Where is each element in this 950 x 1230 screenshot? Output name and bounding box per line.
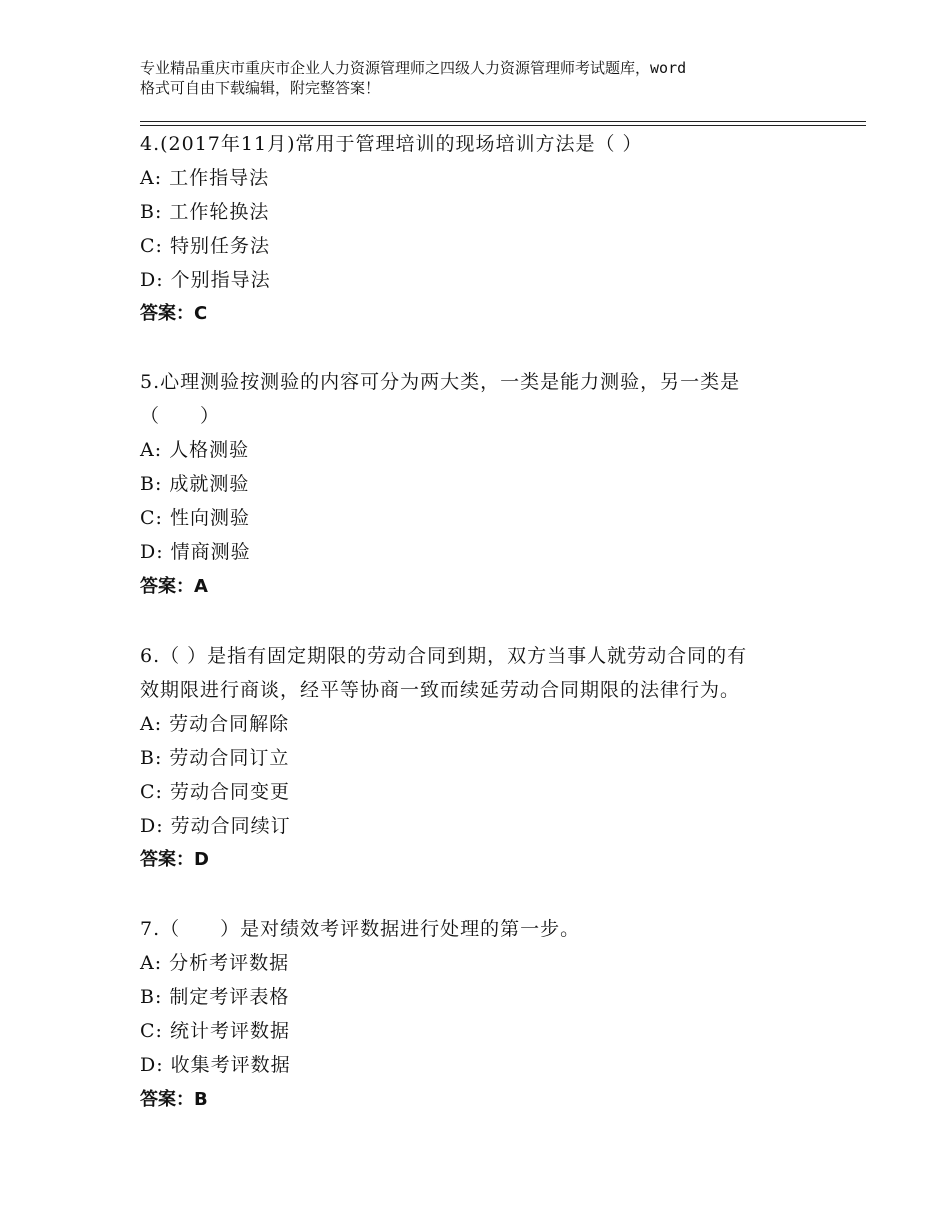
option-a: A: 劳动合同解除 (140, 713, 290, 735)
option-c: C: 统计考评数据 (140, 1020, 290, 1042)
question-stem: 7.（ ）是对绩效考评数据进行处理的第一步。 (140, 918, 581, 940)
option-c: C: 劳动合同变更 (140, 781, 290, 803)
answer-label: 答案：C (140, 303, 208, 324)
option-a: A: 分析考评数据 (140, 952, 290, 974)
header-line-2: 格式可自由下载编辑，附完整答案！ (140, 79, 381, 97)
header-divider-thin (140, 125, 866, 126)
option-c: C: 特别任务法 (140, 235, 270, 257)
question-stem-continued: （ ） (140, 405, 221, 427)
question-stem: 4.(2017年11月)常用于管理培训的现场培训方法是（ ） (140, 133, 643, 155)
header-line-1: 专业精品重庆市重庆市企业人力资源管理师之四级人力资源管理师考试题库，word (140, 59, 687, 77)
answer-label: 答案：D (140, 849, 209, 870)
option-a: A: 人格测验 (140, 439, 250, 461)
option-d: D: 劳动合同续订 (140, 815, 291, 837)
question-stem: 6.（ ）是指有固定期限的劳动合同到期，双方当事人就劳动合同的有 (140, 645, 748, 667)
document-header (140, 58, 830, 98)
option-a: A: 工作指导法 (140, 167, 270, 189)
option-d: D: 情商测验 (140, 541, 251, 563)
answer-label: 答案：B (140, 1089, 208, 1110)
question-stem-continued: 效期限进行商谈，经平等协商一致而续延劳动合同期限的法律行为。 (140, 679, 741, 701)
option-b: B: 劳动合同订立 (140, 747, 290, 769)
header-divider-thick (140, 121, 866, 122)
option-d: D: 收集考评数据 (140, 1054, 291, 1076)
option-b: B: 工作轮换法 (140, 201, 270, 223)
answer-label: 答案：A (140, 576, 208, 597)
option-d: D: 个别指导法 (140, 269, 271, 291)
option-c: C: 性向测验 (140, 507, 250, 529)
question-stem: 5.心理测验按测验的内容可分为两大类，一类是能力测验，另一类是 (140, 371, 741, 393)
option-b: B: 制定考评表格 (140, 986, 290, 1008)
option-b: B: 成就测验 (140, 473, 250, 495)
